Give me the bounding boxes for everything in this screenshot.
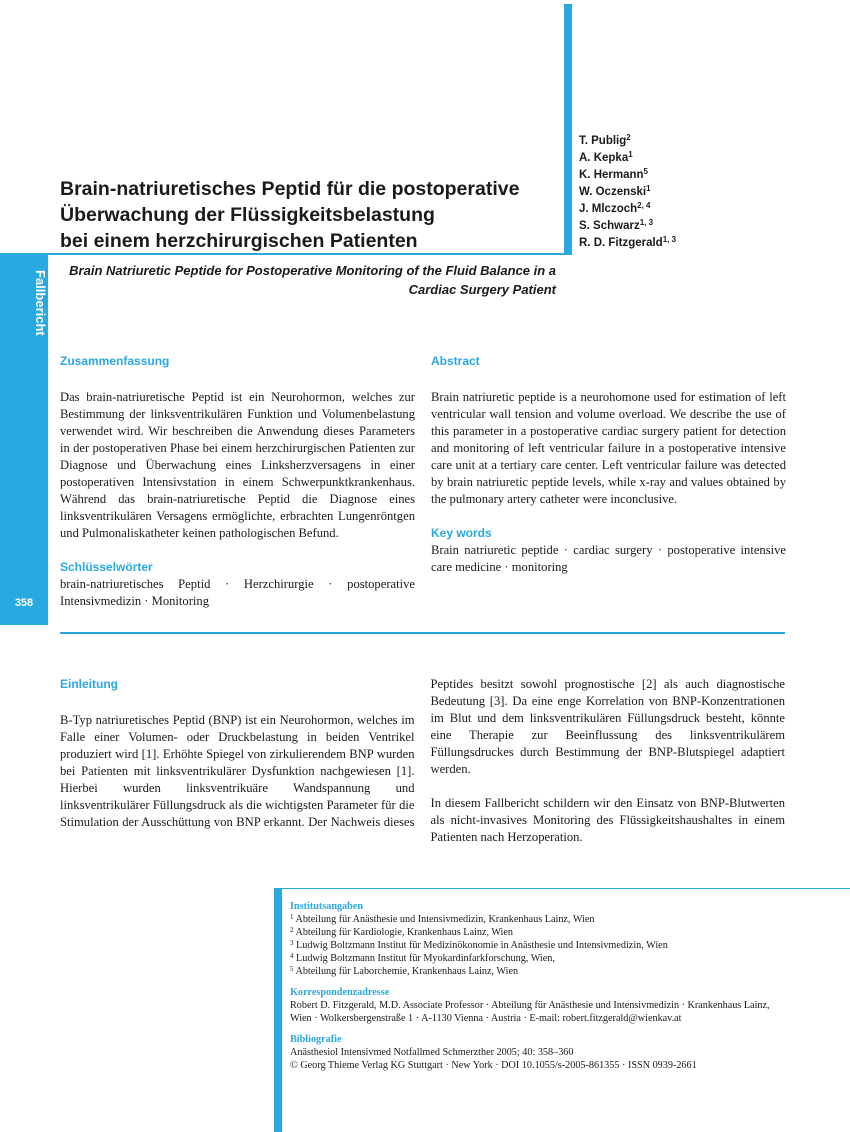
institute-line: $^4$ Ludwig Boltzmann Institut für Myokardinfarkforschung, Wien, <box>290 952 555 964</box>
english-title: Brain Natriuretic Peptide for Postoperative Monitoring of the Fluid Balance in a Cardiac Surgery Patient <box>69 263 556 297</box>
top-accent-bar <box>564 4 572 254</box>
title-line: Brain-natriuretisches Peptid für die postoperative <box>60 178 520 200</box>
intro-paragraph: In diesem Fallbericht schildern wir den Einsatz von BNP-Blutwerten als nicht-invasives Monitoring des Flüssigkeitshaushaltes in einem Patienten nach Herzoperation. <box>430 796 785 844</box>
correspondence-heading: Korrespondenzadresse <box>290 987 390 998</box>
institute-line: $^3$ Ludwig Boltzmann Institut für Medizinökonomie in Anästhesie und Intensivmedizin, Wien <box>290 939 668 951</box>
page-number: 358 <box>14 597 34 609</box>
einleitung-section <box>60 676 785 846</box>
correspondence-text: Robert D. Fitzgerald, M.D. Associate Professor · Abteilung für Anästhesie und Intensivmedizin · Krankenhaus Lainz, Wien · Wolkersbergenstraße 1 · A-1130 Vienna · Austria · E-mail: robert.fitzgerald@wienkav.at <box>290 1000 770 1024</box>
section-heading: Zusammenfassung <box>60 354 170 368</box>
section-heading: Abstract <box>431 354 480 368</box>
author: R. D. Fitzgerald$^{1, 3}$ <box>579 235 677 249</box>
title-line: bei einem herzchirurgischen Patienten <box>60 230 418 252</box>
article-title <box>60 176 560 254</box>
institute-line: $^5$ Abteilung für Laborchemie, Krankenhaus Lainz, Wien <box>290 965 519 977</box>
author: J. Mlczoch$^{2, 4}$ <box>579 201 651 215</box>
zusammenfassung-section <box>60 353 415 610</box>
author: W. Oczenski$^1$ <box>579 184 651 198</box>
institute-line: $^2$ Abteilung für Kardiologie, Krankenhaus Lainz, Wien <box>290 926 514 938</box>
abstract-text: Brain natriuretic peptide is a neurohomone used for estimation of left ventricular wall tension and volume overload. We describe the use of this parameter in a postoperative cardiac surgery patient for detection and monitoring of left ventricular failure in a postoperative intensive care unit at a tertiary care center. Left ventricular failure was detected by brain natriuretic peptide levels, while x-ray and values obtained by the pulmonary artery catheter were inconclusive. <box>431 390 786 506</box>
section-heading: Einleitung <box>60 677 118 691</box>
institutes-heading: Institutsangaben <box>290 901 364 912</box>
abstract-section <box>431 353 786 576</box>
author: K. Hermann$^5$ <box>579 167 648 181</box>
info-rule <box>274 888 850 889</box>
institute-line: $^1$ Abteilung für Anästhesie und Intensivmedizin, Krankenhaus Lainz, Wien <box>290 913 595 925</box>
title-line: Überwachung der Flüssigkeitsbelastung <box>60 204 435 226</box>
author: A. Kepka$^1$ <box>579 150 633 164</box>
keywords-text: brain-natriuretisches Peptid · Herzchirurgie · postoperative Intensivmedizin · Monitoring <box>60 577 415 608</box>
author: T. Publig$^2$ <box>579 133 631 147</box>
author: S. Schwarz$^{1, 3}$ <box>579 218 654 232</box>
keywords-heading: Key words <box>431 526 492 540</box>
summary-text: Das brain-natriuretische Peptid ist ein Neurohormon, welches zur Bestimmung der linksventrikulären Funktion und Volumenbelastung verwendet wird. Wir beschreiben die Anwendung dieses Parameters in der postoperativen Phase bei einem herzchirurgischen Patienten zur Diagnose und Überwachung eines Linksherzversagens in einer postoperativen Intensivstation in einem Schwerpunktkrankenhaus. Während das brain-natriuretische Peptid die Diagnose eines linksventrikulären Versagens ermöglichte, erbrachten Lungenröntgen und Pulmonaliskatheter keinen pathologischen Befund. <box>60 390 415 540</box>
keywords-text: Brain natriuretic peptide · cardiac surgery · postoperative intensive care medicine · monitoring <box>431 543 786 574</box>
bibliography-line: © Georg Thieme Verlag KG Stuttgart · New York · DOI 10.1055/s-2005-861355 · ISSN 0939-2661 <box>290 1060 697 1071</box>
intro-paragraph: B-Typ natriuretisches Peptid (BNP) ist ein Neurohormon, welches im Falle einer Volumen- oder Druckbelastung in beiden Ventrikel produziert wird [1]. Erhöhte Spiegel von zirkulierendem BNP wurden bei Patienten mit linksventrikulärer Dysfunktion nachgewiesen [1]. Hierbei wurden linksventrikuäre Wandspannung und linksventrikulärer Füllungsdruck als die wichtigsten Parameter für die Stimulation der Ausschüttung von BNP erkannt. Der Nachweis dieses Peptides besitzt sowohl prognostische [2] als auch diagnostische Bedeutung [3]. Da eine enge Korrelation von BNP-Konzentrationen im Blut und dem linksventrikulären Füllungsdruck besteht, könnte eine Therapie zur Beeinflussung des linksventrikulärem Füllungsdruckes durch Bestimmung der BNP-Blutspiegel adaptiert werden. <box>60 677 785 829</box>
article-info-box <box>290 900 790 1072</box>
bibliography-line: Anästhesiol Intensivmed Notfallmed Schmerzther 2005; 40: 358–360 <box>290 1047 574 1058</box>
bibliography-heading: Bibliografie <box>290 1034 342 1045</box>
info-accent-bar <box>274 888 282 1132</box>
author-list <box>579 133 676 252</box>
section-label: Fallbericht <box>33 270 48 336</box>
abstract-rule <box>60 632 785 634</box>
keywords-heading: Schlüsselwörter <box>60 560 153 574</box>
